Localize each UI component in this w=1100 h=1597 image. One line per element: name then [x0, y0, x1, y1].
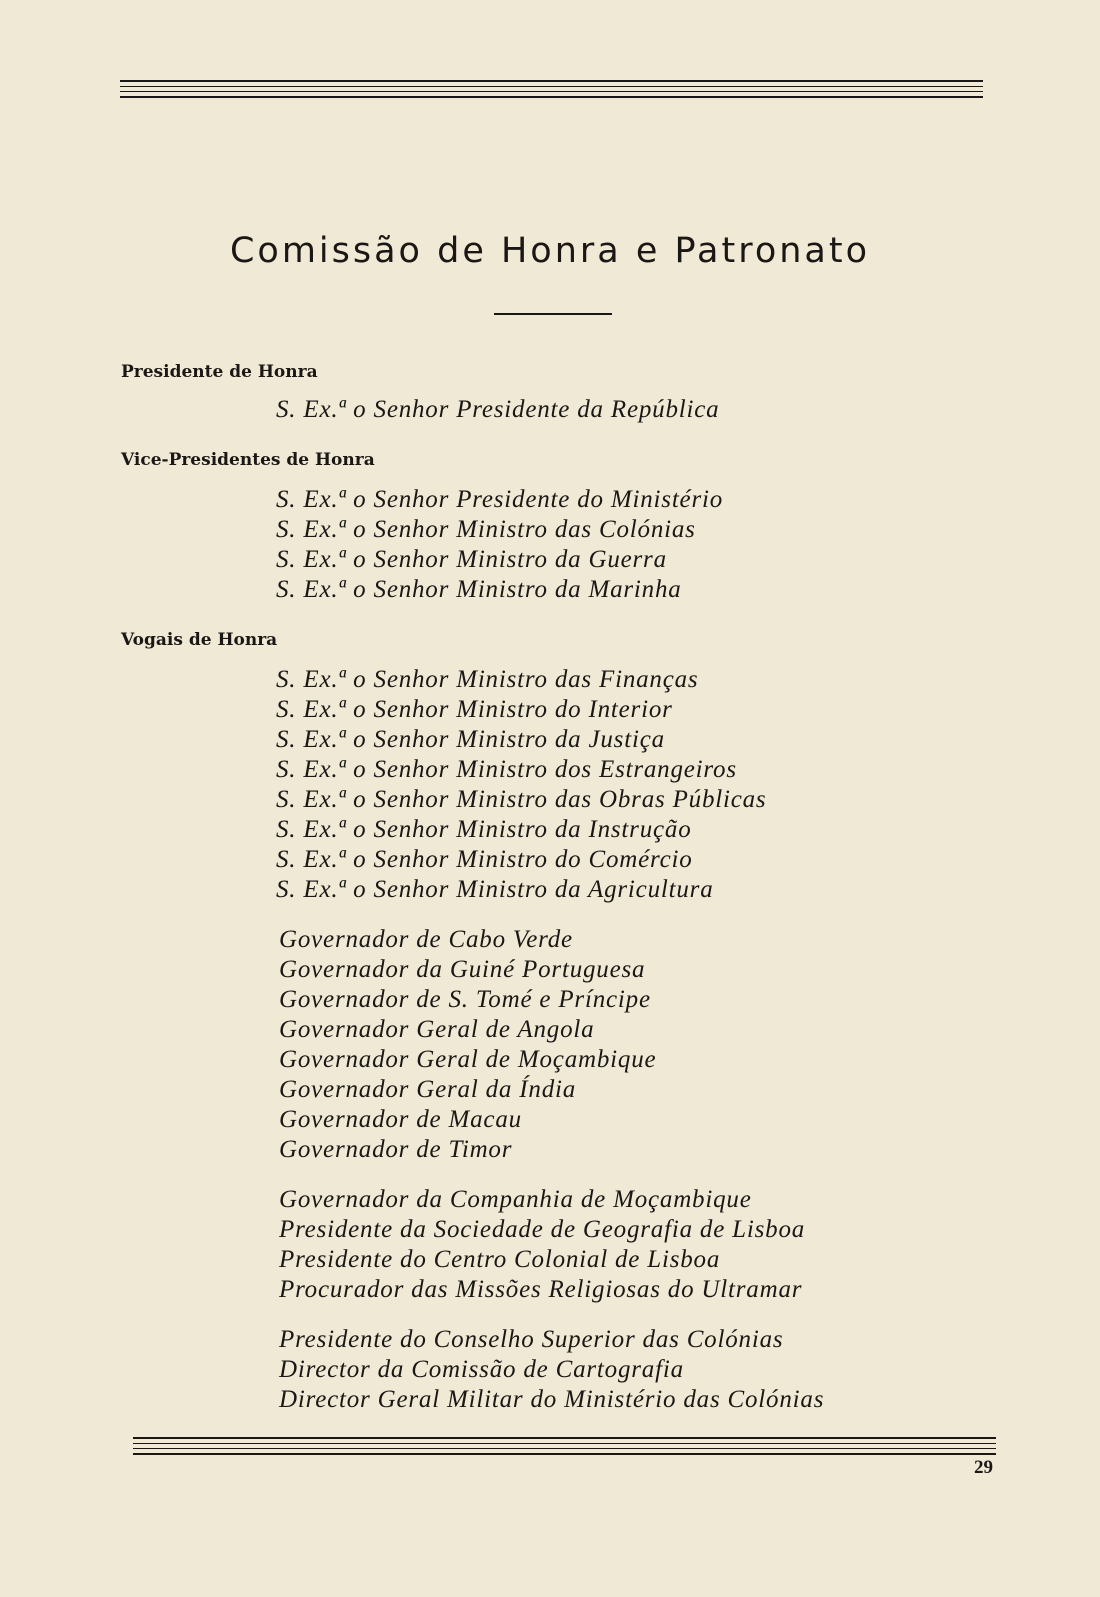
- entry: Governador Geral de Moçambique: [279, 1046, 657, 1073]
- section-heading-vogais: Vogais de Honra: [121, 630, 278, 650]
- entry: Governador Geral de Angola: [279, 1016, 595, 1043]
- entry: S. Ex.ª o Senhor Ministro da Guerra: [276, 546, 667, 573]
- entry: S. Ex.ª o Senhor Ministro das Colónias: [276, 516, 696, 543]
- bottom-rule-3: [133, 1448, 996, 1449]
- top-rule-1: [120, 80, 983, 82]
- entry: Governador de Macau: [279, 1106, 522, 1133]
- entry: S. Ex.ª o Senhor Ministro da Agricultura: [276, 876, 714, 903]
- bottom-rule-2: [133, 1443, 996, 1444]
- entry: Director Geral Militar do Ministério das Colónias: [279, 1386, 825, 1413]
- top-rule-4: [120, 96, 983, 98]
- section-heading-vice: Vice-Presidentes de Honra: [121, 450, 375, 470]
- bottom-rule-1: [133, 1437, 996, 1439]
- entry: Procurador das Missões Religiosas do Ultramar: [279, 1276, 803, 1303]
- entry: Governador de Cabo Verde: [279, 926, 573, 953]
- bottom-rule-4: [133, 1453, 996, 1455]
- entry: S. Ex.ª o Senhor Ministro das Obras Públicas: [276, 786, 767, 813]
- entry: Presidente do Centro Colonial de Lisboa: [279, 1246, 721, 1273]
- entry: S. Ex.ª o Senhor Ministro das Finanças: [276, 666, 699, 693]
- entry: Governador da Companhia de Moçambique: [279, 1186, 752, 1213]
- title-underline: [494, 313, 612, 315]
- page-number: 29: [974, 1457, 993, 1478]
- entry: S. Ex.ª o Senhor Ministro da Marinha: [276, 576, 682, 603]
- entry: Governador de S. Tomé e Príncipe: [279, 986, 651, 1013]
- entry: Presidente da Sociedade de Geografia de Lisboa: [279, 1216, 806, 1243]
- entry: Director da Comissão de Cartografia: [279, 1356, 684, 1383]
- top-rule-3: [120, 91, 983, 92]
- top-rule-2: [120, 86, 983, 87]
- entry: S. Ex.ª o Senhor Ministro da Instrução: [276, 816, 692, 843]
- entry: Governador da Guiné Portuguesa: [279, 956, 646, 983]
- entry: Governador de Timor: [279, 1136, 513, 1163]
- entry: Governador Geral da Índia: [279, 1076, 577, 1103]
- page-title: Comissão de Honra e Patronato: [229, 231, 871, 272]
- entry: S. Ex.ª o Senhor Ministro dos Estrangeiros: [276, 756, 737, 783]
- section-heading-presidente: Presidente de Honra: [121, 362, 318, 382]
- entry: S. Ex.ª o Senhor Presidente do Ministério: [276, 486, 724, 513]
- entry: S. Ex.ª o Senhor Presidente da República: [276, 396, 720, 423]
- entry: S. Ex.ª o Senhor Ministro da Justiça: [276, 726, 665, 753]
- entry: S. Ex.ª o Senhor Ministro do Interior: [276, 696, 673, 723]
- entry: S. Ex.ª o Senhor Ministro do Comércio: [276, 846, 693, 873]
- entry: Presidente do Conselho Superior das Colónias: [279, 1326, 784, 1353]
